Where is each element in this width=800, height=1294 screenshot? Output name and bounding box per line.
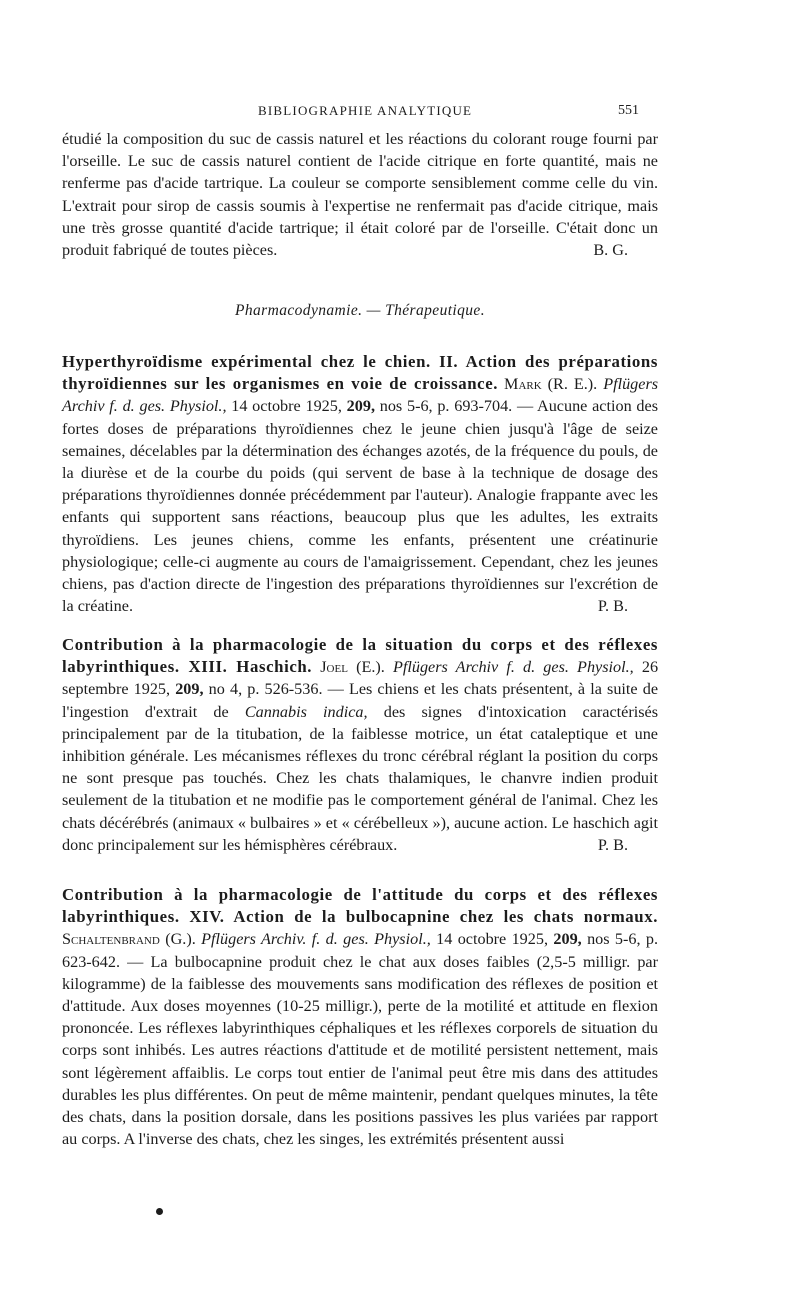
article-date: 26 septembre 1925,	[62, 658, 659, 699]
article-entry	[62, 634, 658, 856]
article-signature: P. B.	[597, 835, 628, 854]
article-author-initials: (R. E.).	[547, 375, 598, 394]
page-number: 551	[618, 103, 639, 118]
intro-paragraph	[62, 128, 658, 261]
article-title: Contribution à la pharmacologie de l'attitude du corps et des réflexes labyrinthiques. XIV. Action de la bulbocapnine chez les chats normaux.	[62, 885, 658, 927]
article-title: Hyperthyroïdisme expérimental chez le chien. II. Action des préparations thyroïdiennes sur les organismes en voie de croissance.	[62, 352, 658, 394]
running-head: BIBLIOGRAPHIE ANALYTIQUE	[258, 103, 473, 118]
article-author-initials: (G.).	[165, 930, 196, 949]
article-signature: P. B.	[597, 597, 628, 616]
article-body-lead: — Les chiens et les chats présentent, à la suite de l'ingestion d'extrait de	[62, 680, 658, 721]
article-author: Joel	[320, 658, 348, 677]
article-author: Mark	[504, 375, 542, 394]
article-italic-term: Cannabis indica,	[244, 702, 368, 721]
article-volume: 209,	[553, 930, 582, 949]
article-body: — Aucune action des fortes doses de préparations thyroïdiennes chez le jeune chien jusqu'à l'âge de seize semaines, décelables par la détermination des échanges azotés, de la fréquence du pouls, de la diurèse et de la courbe du poids (qui servent de base à la technique de dosage des préparations thyroïdiennes donnée précédemment par l'auteur). Analogie frappante avec les enfants qui supportent sans réactions, beaucoup plus que les adultes, les extraits thyroïdiens. Les jeunes chiens, comme les enfants, présentent une créatinurie physiologique; celle-ci augmente au cours de l'amaigrissement. Cependant, chez les jeunes chiens, pas d'action directe de l'ingestion des préparations thyroïdiennes sur l'excrétion de la créatine.	[62, 397, 658, 616]
intro-text: étudié la composition du suc de cassis naturel et les réactions du colorant rouge fourni par l'orseille. Le suc de cassis naturel contient de l'acide citrique en forte quantité, mais ne renferme pas d'acide tartrique. La couleur se comporte sensiblement comme celle du vin. L'extrait pour sirop de cassis soumis à l'expertise ne renfermait pas d'acide citrique, mais une très grosse quantité d'acide tartrique; il était coloré par de l'orseille. C'était donc un produit fabriqué de toutes pièces.	[62, 130, 658, 260]
article-volume: 209,	[175, 680, 204, 699]
intro-signature: B. G.	[593, 241, 628, 260]
article-issue-pages: nos 5-6, p. 693-704.	[379, 397, 513, 416]
ink-speck	[156, 1208, 163, 1215]
article-entry	[62, 884, 658, 1150]
article-journal: Pflügers Archiv f. d. ges. Physiol.,	[62, 375, 659, 416]
article-author: Schaltenbrand	[62, 930, 160, 949]
article-date: 14 octobre 1925,	[231, 397, 342, 416]
section-heading: Pharmacodynamie. — Thérapeutique.	[235, 302, 485, 319]
article-journal: Pflügers Archiv f. d. ges. Physiol.,	[392, 658, 634, 677]
article-title: Contribution à la pharmacologie de la situation du corps et des réflexes labyrinthiques. XIII. Haschich.	[62, 635, 658, 677]
article-entry	[62, 351, 658, 617]
article-author-initials: (E.).	[356, 658, 385, 677]
article-body: — La bulbocapnine produit chez le chat aux doses faibles (2,5-5 milligr. par kilogramme) de la faiblesse des mouvements sans modification des réflexes de position et d'attitude. Aux doses moyennes (10-25 milligr.), perte de la motilité et attitude en flexion prononcée. Les réflexes labyrinthiques céphaliques et les réflexes corporels de situation du corps sont inhibés. Les autres réactions d'attitude et de motilité persistent nettement, mais sont légèrement affaiblis. Le corps tout entier de l'animal peut être mis dans des attitudes durables les plus différentes. On peut de même maintenir, pendant quelques minutes, la tête des chats, dans la position dorsale, dans les positions passives les plus variées par rapport au corps. A l'inverse des chats, chez les singes, les extrémités présentent aussi	[62, 952, 658, 1149]
article-date: 14 octobre 1925,	[436, 930, 549, 949]
article-journal: Pflügers Archiv. f. d. ges. Physiol.,	[201, 930, 431, 949]
article-issue-pages: no 4, p. 526-536.	[208, 680, 323, 699]
article-issue-pages: nos 5-6, p. 623-642.	[62, 930, 659, 971]
article-volume: 209,	[346, 397, 375, 416]
article-body: des signes d'intoxication caractérisés principalement par de la titubation, de la faiblesse motrice, un état cataleptique et une inhibition générale. Les mécanismes réflexes du tronc cérébral réglant la position du corps ne sont presque pas touchés. Chez les chats thalamiques, le chanvre indien produit seulement de la titubation et ne modifie pas le comportement général de l'animal. Chez les chats décérébrés (animaux « bulbaires » et « cérébelleux »), aucune action. Le haschich agit donc principalement sur les hémisphères cérébraux.	[62, 702, 659, 854]
